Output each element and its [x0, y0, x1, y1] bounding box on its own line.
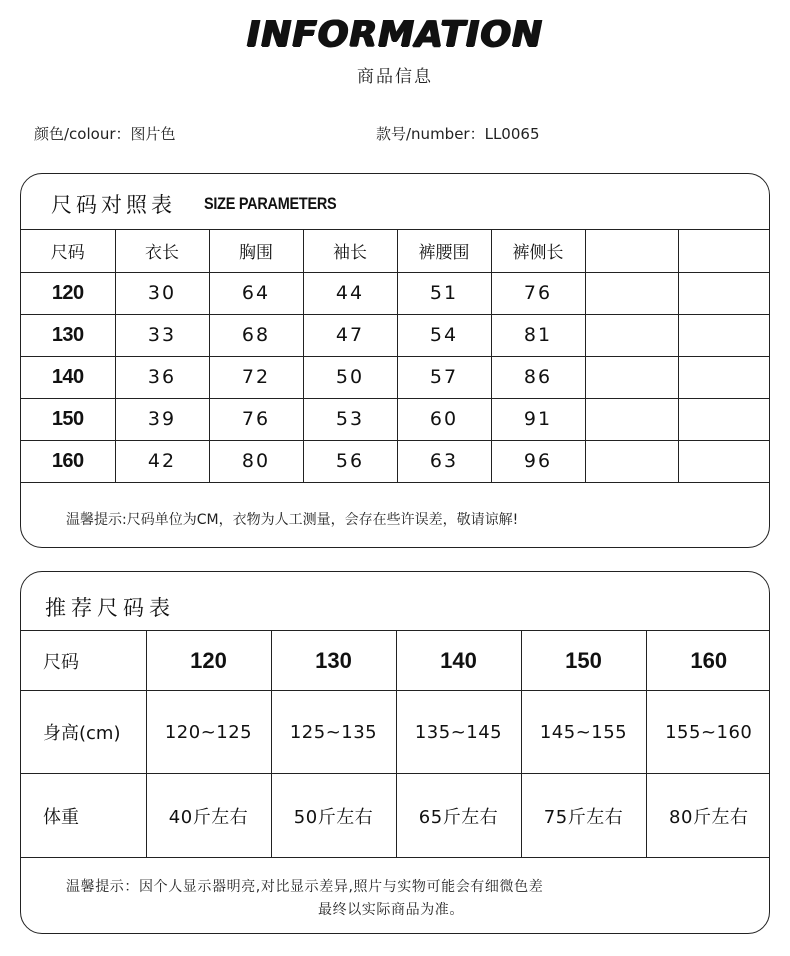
- size-cell: 150: [521, 631, 646, 691]
- value-cell: 64: [209, 272, 303, 314]
- size-cell: 140: [396, 631, 521, 691]
- value-cell: 42: [115, 440, 209, 482]
- value-cell: 30: [115, 272, 209, 314]
- height-cell: 155~160: [646, 691, 770, 774]
- table-row: [21, 314, 770, 356]
- value-cell: 63: [397, 440, 491, 482]
- header-cell: [678, 229, 770, 272]
- height-cell: 145~155: [521, 691, 646, 774]
- header-cell: 裤腰围: [397, 229, 491, 272]
- table-row: [21, 356, 770, 398]
- header-cell: 袖长: [303, 229, 397, 272]
- weight-cell: 65斤左右: [396, 774, 521, 858]
- value-cell: [585, 356, 678, 398]
- value-cell: [585, 398, 678, 440]
- size-parameters-panel: [20, 173, 770, 548]
- height-cell: 135~145: [396, 691, 521, 774]
- header-cell: 裤侧长: [491, 229, 585, 272]
- note-line-1: 温馨提示：因个人显示器明亮,对比显示差异,照片与实物可能会有细微色差: [66, 879, 544, 895]
- value-cell: 47: [303, 314, 397, 356]
- weight-cell: 75斤左右: [521, 774, 646, 858]
- size-cell: 120: [146, 631, 271, 691]
- value-cell: 57: [397, 356, 491, 398]
- value-cell: 50: [303, 356, 397, 398]
- value-cell: [678, 314, 770, 356]
- row-label: 尺码: [21, 631, 146, 691]
- recommended-size-title: 推荐尺码表: [45, 596, 175, 620]
- value-cell: 68: [209, 314, 303, 356]
- table-row: [21, 774, 770, 858]
- size-cell: 120: [21, 272, 115, 314]
- value-cell: [585, 272, 678, 314]
- value-cell: [585, 314, 678, 356]
- header-cell: 衣长: [115, 229, 209, 272]
- size-cell: 130: [271, 631, 396, 691]
- color-info: 颜色/colour：图片色: [34, 125, 176, 143]
- table-row: [21, 691, 770, 774]
- page-subtitle: 商品信息: [357, 67, 433, 87]
- value-cell: 39: [115, 398, 209, 440]
- weight-cell: 40斤左右: [146, 774, 271, 858]
- value-cell: 96: [491, 440, 585, 482]
- header-cell: 胸围: [209, 229, 303, 272]
- header-cell: [585, 229, 678, 272]
- value-cell: 51: [397, 272, 491, 314]
- value-cell: [678, 440, 770, 482]
- value-cell: [585, 440, 678, 482]
- size-cell: 130: [21, 314, 115, 356]
- recommended-size-note: [21, 876, 770, 922]
- value-cell: 54: [397, 314, 491, 356]
- value-cell: 86: [491, 356, 585, 398]
- recommended-size-panel: [20, 571, 770, 934]
- weight-cell: 50斤左右: [271, 774, 396, 858]
- size-cell: 150: [21, 398, 115, 440]
- row-label: 身高(cm): [21, 691, 146, 774]
- height-cell: 125~135: [271, 691, 396, 774]
- size-parameters-header: [21, 174, 769, 230]
- value-cell: 76: [209, 398, 303, 440]
- size-parameters-table: [21, 229, 770, 483]
- recommended-size-header: [21, 572, 769, 631]
- size-table-title-cn: 尺码对照表: [51, 193, 176, 217]
- style-number-info: 款号/number：LL0065: [376, 125, 540, 143]
- value-cell: 91: [491, 398, 585, 440]
- size-cell: 160: [21, 440, 115, 482]
- value-cell: 36: [115, 356, 209, 398]
- value-cell: [678, 356, 770, 398]
- page-title: INFORMATION: [246, 14, 544, 55]
- value-cell: 76: [491, 272, 585, 314]
- size-table-title-en: SIZE PARAMETERS: [204, 194, 337, 213]
- table-row: [21, 631, 770, 691]
- value-cell: 72: [209, 356, 303, 398]
- value-cell: 44: [303, 272, 397, 314]
- row-label: 体重: [21, 774, 146, 858]
- height-cell: 120~125: [146, 691, 271, 774]
- size-table-header-row: [21, 229, 770, 272]
- value-cell: 60: [397, 398, 491, 440]
- table-row: [21, 398, 770, 440]
- value-cell: 53: [303, 398, 397, 440]
- value-cell: [678, 272, 770, 314]
- note-line-2: 最终以实际商品为准。: [318, 902, 464, 918]
- value-cell: 56: [303, 440, 397, 482]
- value-cell: 81: [491, 314, 585, 356]
- table-row: [21, 440, 770, 482]
- value-cell: 33: [115, 314, 209, 356]
- value-cell: [678, 398, 770, 440]
- size-cell: 160: [646, 631, 770, 691]
- size-table-note: 温馨提示:尺码单位为CM，衣物为人工测量，会存在些许误差，敬请谅解!: [66, 512, 519, 528]
- header-cell: 尺码: [21, 229, 115, 272]
- table-row: [21, 272, 770, 314]
- value-cell: 80: [209, 440, 303, 482]
- size-cell: 140: [21, 356, 115, 398]
- weight-cell: 80斤左右: [646, 774, 770, 858]
- recommended-size-table: [21, 630, 770, 858]
